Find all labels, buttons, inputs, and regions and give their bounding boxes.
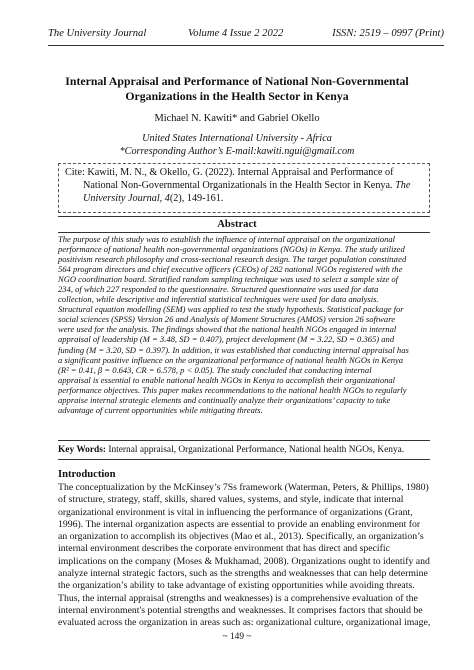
affiliation-line: United States International University - Africa: [142, 133, 332, 144]
text-line: performance objectives. This paper makes recommendations to the national health NGOs to regularly: [58, 384, 407, 395]
text-line: appraisal is essential to enable national health NGOs in Kenya to accomplish their organizational: [58, 374, 396, 385]
abstract-body: [58, 234, 430, 415]
text-line: analyze internal strategic factors, such as the strengths and weaknesses that can help determine: [58, 568, 428, 580]
text-line: 234, of which 227 responded to the questionnaire. Structured questionnaire was used for data: [58, 284, 379, 295]
text-line: evaluated across the organization in areas such as: organizational culture, organizational image,: [58, 617, 431, 629]
authors: Michael N. Kawiti* and Gabriel Okello: [154, 113, 320, 124]
issn: ISSN: 2519 – 0997 (Print): [332, 28, 444, 39]
citation-text: Cite: Kawiti, M. N., & Okello, G. (2022). Internal Appraisal and Performance of National Non-Governmental Organizationals in the Health Sector in Kenya.: [65, 167, 394, 191]
text-line: performance of national health non-governmental organizations (NGOs) in Kenya. The study utilized: [58, 244, 405, 255]
abstract-rule-mid: [58, 232, 430, 233]
header-rule: [48, 45, 444, 46]
text-line: internal environment's potential strengths and weaknesses. It comprises factors that should be: [58, 604, 423, 616]
affiliation-line: *Corresponding Author’s E-mail:kawiti.ngui@gmail.com: [119, 146, 355, 157]
text-line: positivism research philosophy and cross-sectional research design. The target population constituted: [58, 254, 407, 265]
running-header: [48, 28, 444, 44]
text-line: (R² = 0.41, β = 0.643, CR = 6.578, p < 0.05). The study concluded that conducting internal: [58, 364, 372, 375]
text-line: 1996). The internal organization aspects are essential to provide an enabling environment for: [58, 518, 421, 530]
volume-issue: Volume 4 Issue 2 2022: [188, 28, 284, 39]
text-line: a significant positive influence on the organizational performance of national health NGOs in Kenya: [58, 354, 404, 365]
journal-name: The University Journal: [48, 28, 147, 39]
text-line: social sciences (SPSS) Version 26 and Analysis of Moment Structures (AMOS) version 26 software: [58, 314, 396, 325]
text-line: The conceptualization by the McKinsey’s 7Ss framework (Waterman, Peters, & Phillips, 1980): [58, 482, 429, 493]
text-line: 564 program directors and chief executive officers (CEOs) of 282 national NGOs registered with the: [58, 264, 403, 275]
introduction-body: [58, 482, 430, 630]
page-number: ~ 149 ~: [222, 632, 252, 642]
text-line: appraise internal strategic elements and continually analyze their organizations’ capacity to take: [58, 394, 391, 405]
text-line: advantage of current opportunities while mitigating threats.: [58, 404, 263, 415]
introduction-heading: Introduction: [58, 469, 116, 480]
abstract-rule-bottom: [58, 440, 430, 441]
title-line: Organizations in the Health Sector in Kenya: [125, 89, 349, 103]
text-line: The purpose of this study was to establish the influence of internal appraisal on the organizational: [58, 234, 396, 244]
abstract-rule-top: [58, 216, 430, 217]
text-line: internal environment describes the corporate environment that has direct and specific: [58, 543, 390, 555]
text-line: funding (M = 3.20, SD = 0.397). In addition, it was established that conducting internal appraisal has: [58, 344, 409, 355]
paper-title: [40, 74, 434, 104]
text-line: an organization to accomplish its objectives (Mao et al., 2013). Specifically, an organization’s: [58, 531, 424, 543]
abstract-heading: Abstract: [217, 219, 257, 230]
keywords-label: Key Words:: [58, 445, 107, 455]
citation-journal: The University Journal, 4: [83, 179, 411, 204]
title-line: Internal Appraisal and Performance of National Non-Governmental: [65, 74, 409, 88]
affiliation: [0, 132, 474, 158]
text-line: the organization’s ability to take advantage of existing opportunities while avoiding threats.: [58, 580, 415, 592]
citation-issue-pages: (2), 149-161.: [169, 192, 224, 204]
citation-box: [58, 163, 430, 213]
text-line: Structural equation modelling (SEM) was applied to test the study hypothesis. Statistical package for: [58, 304, 404, 315]
text-line: NGO coordination board. Stratified random sampling technique was used to select a sample size of: [58, 274, 399, 285]
text-line: collection, while descriptive and inferential statistical techniques were used for data analysis.: [58, 294, 379, 305]
text-line: organizational environment is vital in influencing the performance of organizations (Grant,: [58, 506, 413, 518]
text-line: of structure, strategy, staff, skills, shared values, systems, and style, indicate that internal: [58, 494, 404, 506]
text-line: were used for the analysis. The findings showed that the national health NGOs engaged in internal: [58, 324, 397, 335]
keywords: [58, 445, 430, 455]
keywords-rule: [58, 459, 430, 460]
text-line: Thus, the internal appraisal (strengths and weaknesses) is a comprehensive evaluation of the: [58, 592, 418, 604]
keywords-text: Internal appraisal, Organizational Performance, National health NGOs, Kenya.: [106, 445, 405, 455]
text-line: appraisal of leadership (M = 3.48, SD = 0.407), project development (M = 3.22, SD = 0.365) and: [58, 334, 395, 345]
text-line: implications on the company (Moses & Mukhamad, 2008). Organizations ought to identify and: [58, 555, 430, 567]
